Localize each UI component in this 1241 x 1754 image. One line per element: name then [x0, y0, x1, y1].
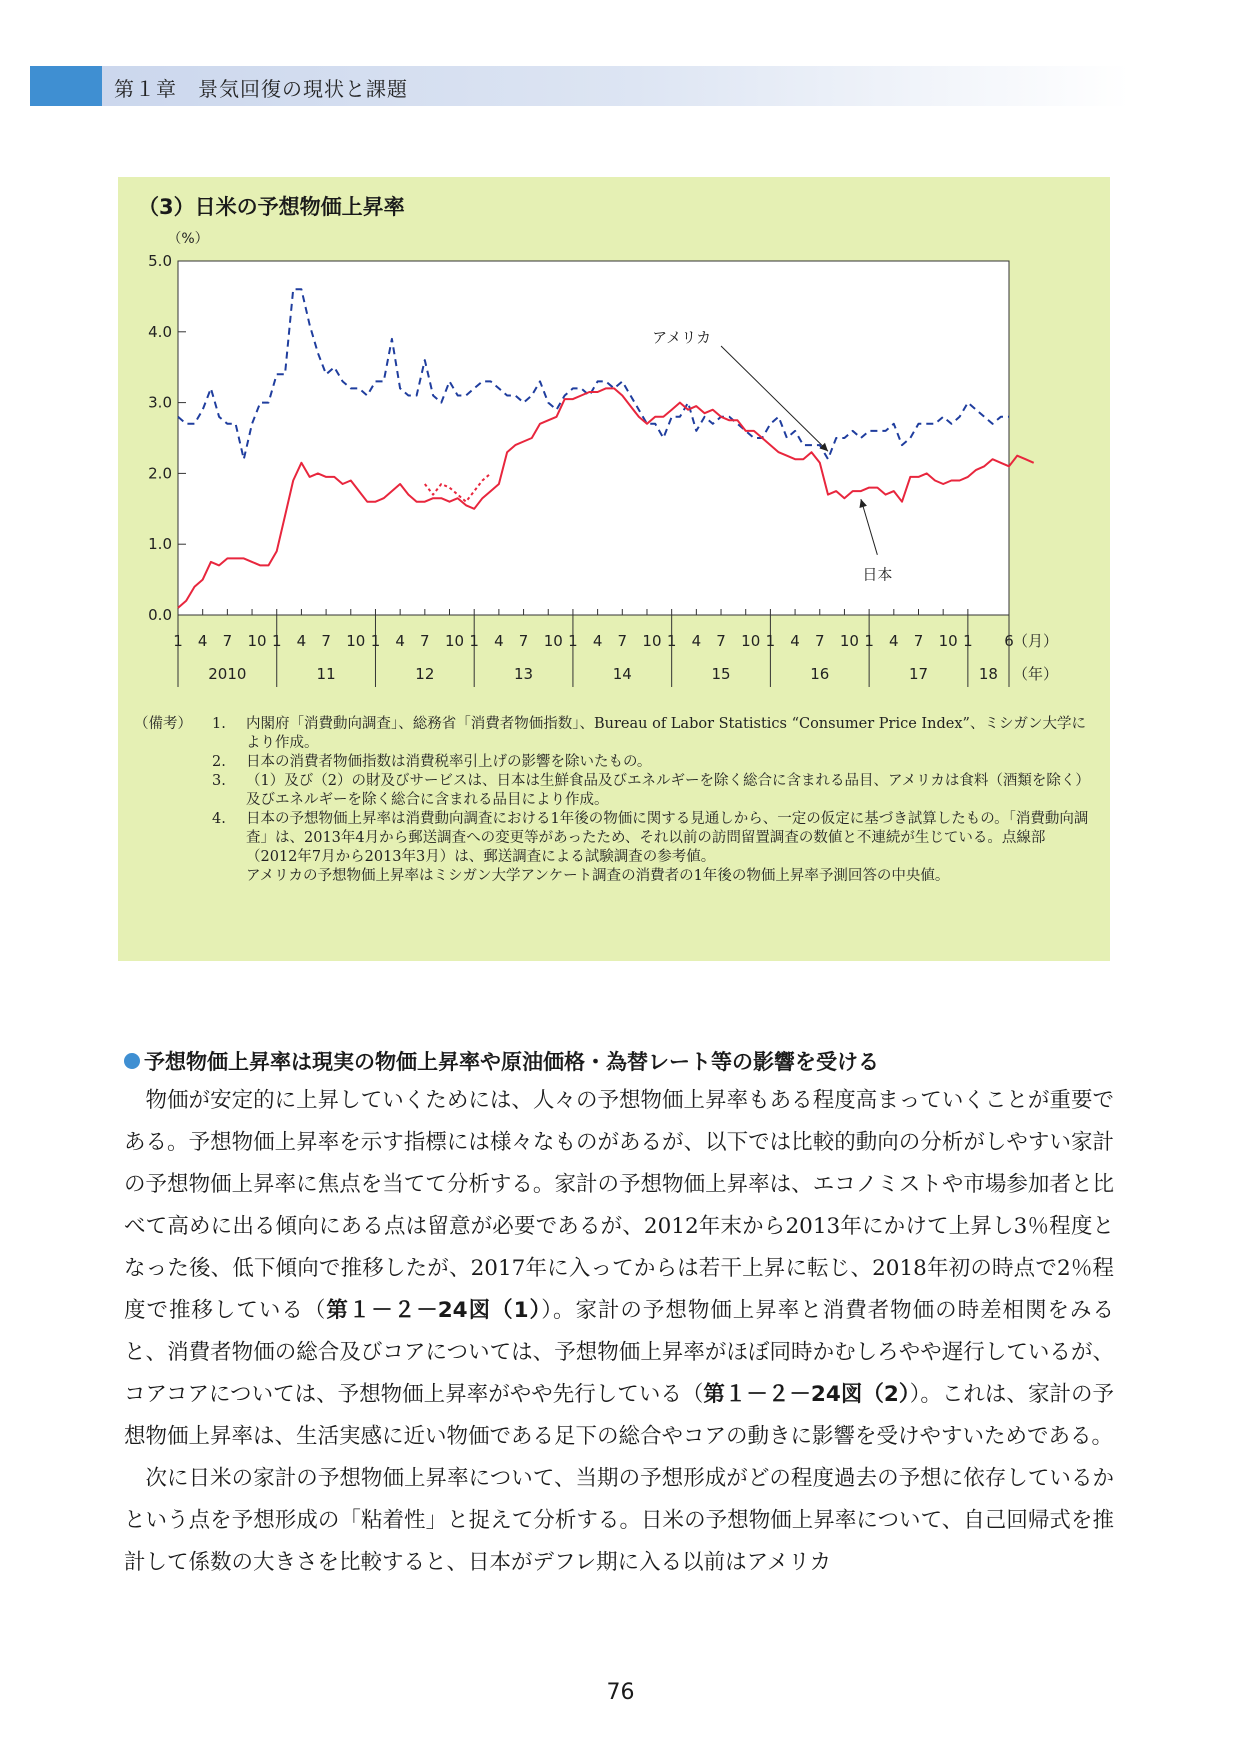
month-tick-label: 7 [814, 632, 825, 650]
notes-lead: （備考） [134, 716, 192, 732]
figure-reference-1: 第１－２－24図（1） [326, 1298, 542, 1323]
month-tick-label: 10 [543, 632, 563, 650]
y-tick-label: 4.0 [148, 322, 172, 341]
month-unit-label: （月） [1013, 632, 1059, 650]
paragraph-1-text-c: ）。これは、家計の予想物価上昇率は、生活実感に近い物価である足下の総合やコアの動きに影響を受けやすいためである。 [124, 1382, 1114, 1449]
month-tick-label: 10 [444, 632, 465, 650]
month-tick-label: 1 [963, 632, 973, 650]
note-text: 内閣府「消費動向調査」、総務省「消費者物価指数」、Bureau of Labor Statistics “Consumer Price Index”、ミシガン大学により作成。 [246, 716, 1086, 751]
note-text: （1）及び（2）の財及びサービスは、日本は生鮮食品及びエネルギーを除く総合に含まれる品目、アメリカは食料（酒類を除く）及びエネルギーを除く総合に含まれる品目により作成。 [246, 773, 1090, 808]
month-tick-label: 10 [741, 632, 761, 650]
y-tick-label: 0.0 [148, 606, 172, 624]
month-tick-label: 4 [296, 632, 307, 650]
plot-area [178, 261, 1009, 615]
note-item [134, 715, 1094, 753]
note-item [134, 772, 1094, 810]
year-label: 13 [514, 665, 534, 683]
month-tick-label: 10 [839, 632, 859, 650]
month-tick-label: 4 [395, 632, 405, 650]
year-unit-label: （年） [1013, 665, 1059, 683]
notes-lead [134, 810, 212, 867]
figure-title: （3）日米の予想物価上昇率 [138, 195, 405, 219]
year-label: 18 [978, 665, 998, 683]
month-tick-label: 6 [1004, 632, 1014, 650]
notes-lead [134, 753, 212, 772]
month-tick-label: 10 [938, 632, 958, 650]
note-item [134, 867, 1094, 886]
note-item [134, 810, 1094, 867]
month-tick-label: 4 [889, 632, 899, 650]
note-text: 日本の予想物価上昇率は消費動向調査における1年後の物価に関する見通しから、一定の仮定に基づき試算したもの。「消費動向調査」は、2013年4月から郵送調査への変更等があったため、それ以前の訪問留置調査の数値と不連続が生じている。点線部（2012年7月から2013年3月）は、郵送調査による試験調査の参考値。 [246, 811, 1089, 865]
annotation-usa: アメリカ [652, 328, 712, 347]
section-heading-text: 予想物価上昇率は現実の物価上昇率や原油価格・為替レート等の影響を受ける [144, 1050, 879, 1074]
month-tick-label: 4 [197, 632, 208, 650]
month-tick-label: 10 [247, 632, 267, 650]
year-label: 16 [810, 665, 830, 683]
month-tick-label: 7 [716, 632, 726, 650]
month-tick-label: 1 [864, 632, 874, 650]
month-tick-label: 4 [790, 632, 800, 650]
notes-lead [134, 867, 212, 886]
year-label: 15 [711, 665, 731, 683]
month-tick-label: 1 [666, 632, 677, 650]
y-tick-label: 5.0 [148, 252, 172, 270]
note-number: 1. [212, 716, 226, 732]
y-tick-label: 2.0 [148, 464, 172, 483]
month-tick-label: 4 [494, 632, 504, 650]
year-label: 11 [316, 665, 336, 683]
year-label: 12 [415, 665, 435, 683]
body-text [124, 1080, 1114, 1584]
year-label: 17 [908, 665, 929, 683]
y-tick-label: 3.0 [148, 393, 172, 412]
note-text: 日本の消費者物価指数は消費税率引上げの影響を除いたもの。 [246, 754, 652, 770]
annotation-japan: 日本 [862, 565, 893, 584]
month-tick-label: 4 [691, 632, 702, 650]
note-number: 3. [212, 773, 226, 789]
month-tick-label: 1 [370, 632, 381, 650]
month-tick-label: 1 [271, 632, 282, 650]
figure-panel [118, 177, 1110, 961]
line-chart [118, 177, 1110, 707]
y-tick-label: 1.0 [148, 535, 172, 554]
figure-notes [134, 715, 1094, 886]
note-text: アメリカの予想物価上昇率はミシガン大学アンケート調査の消費者の1年後の物価上昇率予測回答の中央値。 [246, 868, 950, 884]
month-tick-label: 7 [913, 632, 924, 650]
year-label: 2010 [208, 665, 247, 683]
paragraph-1-text-a: 物価が安定的に上昇していくためには、人々の予想物価上昇率もある程度高まっていくことが重要である。予想物価上昇率を示す指標には様々なものがあるが、以下では比較的動向の分析がしやすい家計の予想物価上昇率に焦点を当てて分析する。家計の予想物価上昇率は、エコノミストや市場参加者と比べて高めに出る傾向にある点は留意が必要であるが、2012年末から2013年にかけて上昇し3％程度となった後、低下傾向で推移したが、2017年に入ってからは若干上昇に転じ、2018年初の時点で2％程度で推移している（ [124, 1088, 1114, 1323]
month-tick-label: 7 [518, 632, 529, 650]
chapter-header-accent [30, 66, 102, 106]
paragraph-1 [124, 1080, 1114, 1458]
note-item [134, 753, 1094, 772]
month-tick-label: 10 [642, 632, 662, 650]
month-tick-label: 7 [617, 632, 628, 650]
month-tick-label: 1 [568, 632, 578, 650]
month-tick-label: 7 [420, 632, 430, 650]
month-tick-label: 1 [469, 632, 479, 650]
page-number: 76 [606, 1680, 635, 1705]
chapter-title: 第１章 景気回復の現状と課題 [114, 77, 408, 101]
note-number [212, 867, 246, 886]
month-tick-label: 4 [592, 632, 603, 650]
note-number: 4. [212, 811, 226, 827]
figure-reference-2: 第１－２－24図（2） [703, 1382, 910, 1407]
section-heading [124, 1046, 879, 1076]
paragraph-1-text-b: ）。家計の予想物価上昇率と消費者物価の時差相関をみると、消費者物価の総合及びコアについては、予想物価上昇率がほぼ同時かむしろやや遅行しているが、コアコアについては、予想物価上昇率がやや先行している（ [124, 1298, 1114, 1407]
bullet-icon [124, 1053, 140, 1069]
notes-lead [134, 772, 212, 810]
year-label: 14 [612, 665, 632, 683]
month-tick-label: 1 [173, 632, 183, 650]
paragraph-2: 次に日米の家計の予想物価上昇率について、当期の予想形成がどの程度過去の予想に依存しているかという点を予想形成の「粘着性」と捉えて分析する。日米の予想物価上昇率について、自己回帰式を推計して係数の大きさを比較すると、日本がデフレ期に入る以前はアメリカ [124, 1466, 1114, 1575]
month-tick-label: 7 [222, 632, 233, 650]
month-tick-label: 1 [765, 632, 776, 650]
month-tick-label: 7 [321, 632, 331, 650]
month-tick-label: 10 [346, 632, 366, 650]
y-axis-unit-label: （%） [167, 231, 209, 247]
note-number: 2. [212, 754, 226, 770]
